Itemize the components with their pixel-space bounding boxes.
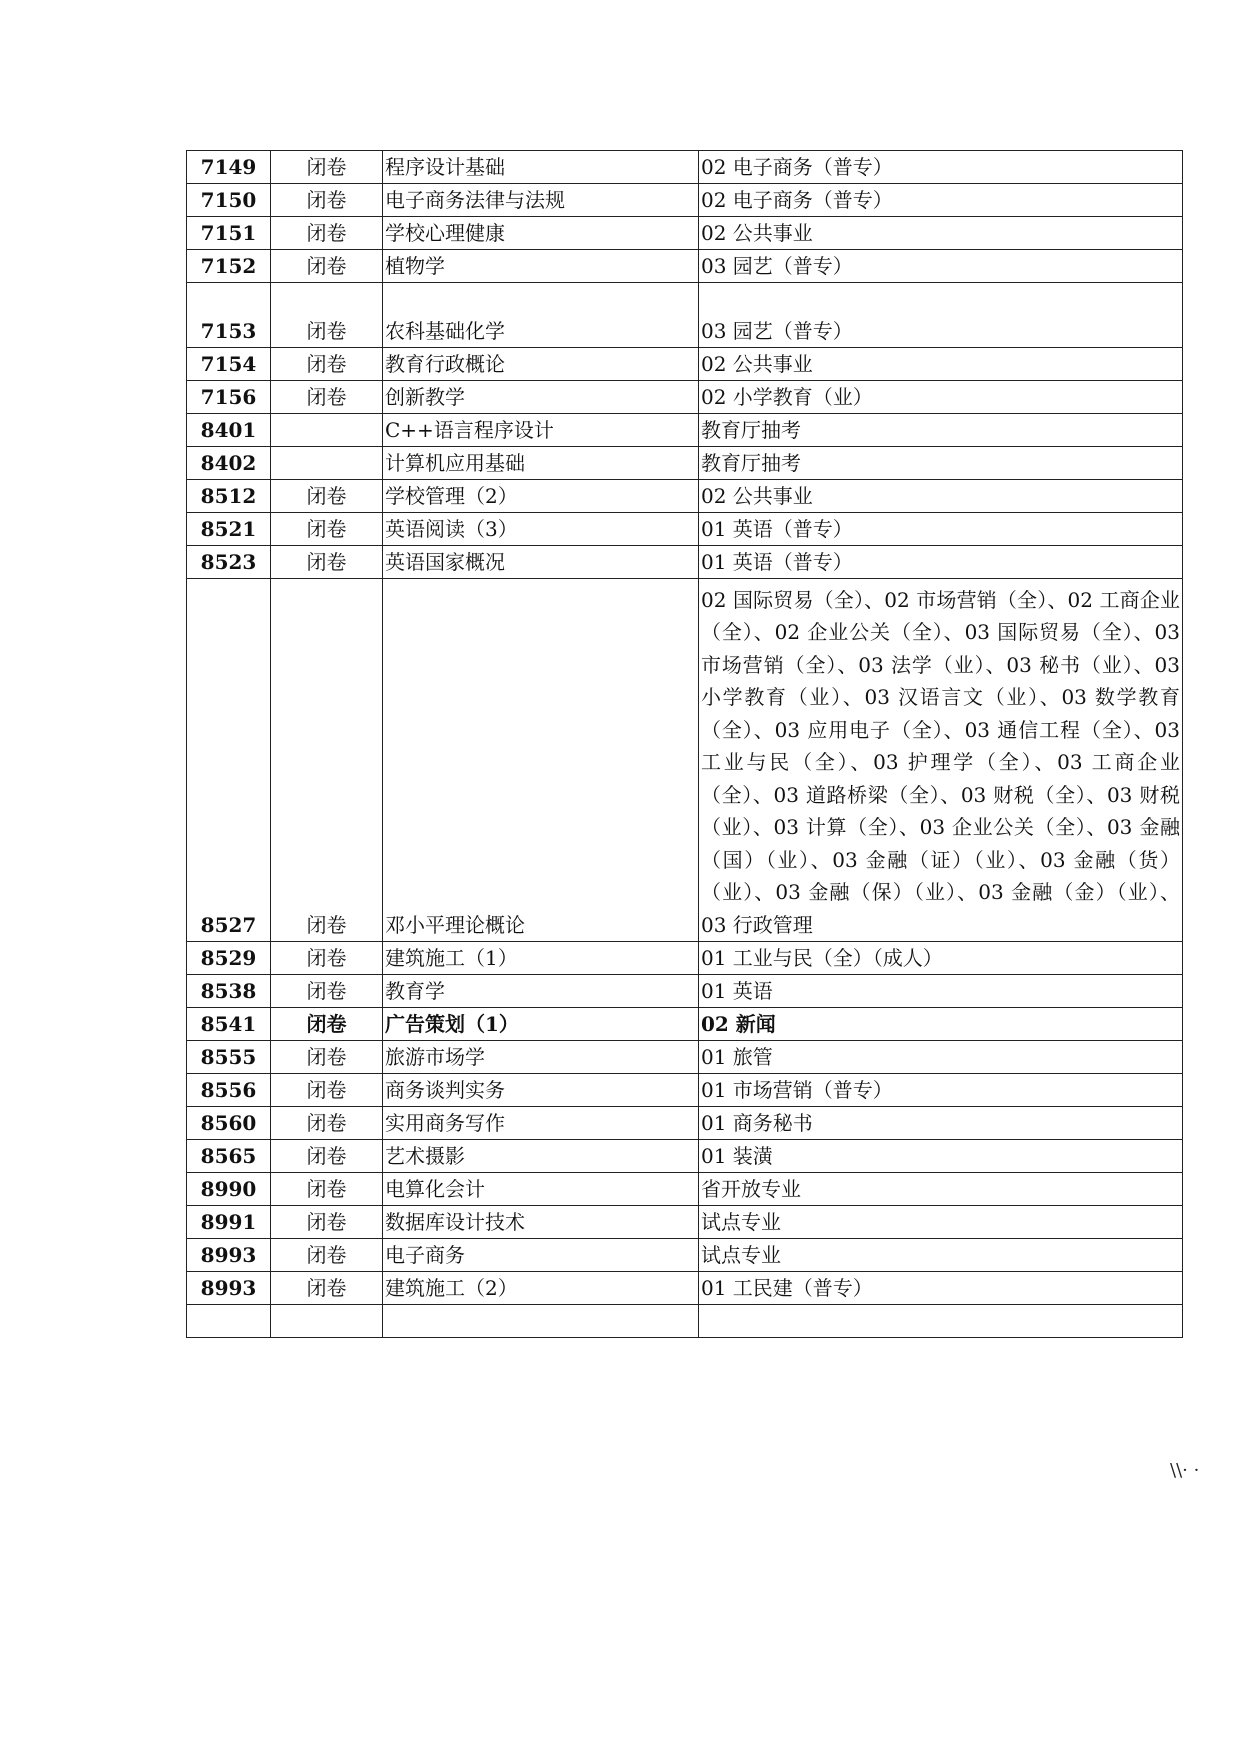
table-row — [187, 217, 1183, 250]
major-name: 02 小学教育（业） — [699, 381, 1183, 414]
table-row — [187, 480, 1183, 513]
course-code: 7153 — [187, 283, 271, 348]
exam-type: 闭卷 — [271, 1074, 383, 1107]
major-name: 01 装潢 — [699, 1140, 1183, 1173]
exam-type — [271, 1305, 383, 1338]
major-name: 02 电子商务（普专） — [699, 151, 1183, 184]
exam-type: 闭卷 — [271, 283, 383, 348]
course-name: 邓小平理论概论 — [383, 579, 699, 942]
exam-type — [271, 414, 383, 447]
exam-type: 闭卷 — [271, 513, 383, 546]
table-row — [187, 1074, 1183, 1107]
course-code: 7156 — [187, 381, 271, 414]
table-row — [187, 579, 1183, 942]
exam-table — [186, 150, 1183, 1338]
course-name: 数据库设计技术 — [383, 1206, 699, 1239]
course-code: 8556 — [187, 1074, 271, 1107]
exam-type: 闭卷 — [271, 942, 383, 975]
course-code: 7150 — [187, 184, 271, 217]
exam-type — [271, 447, 383, 480]
course-code: 8527 — [187, 579, 271, 942]
course-name: 旅游市场学 — [383, 1041, 699, 1074]
exam-type: 闭卷 — [271, 1206, 383, 1239]
table-row — [187, 1107, 1183, 1140]
course-name: 学校心理健康 — [383, 217, 699, 250]
course-name: C++语言程序设计 — [383, 414, 699, 447]
table-row — [187, 546, 1183, 579]
major-name — [699, 1305, 1183, 1338]
course-name: 计算机应用基础 — [383, 447, 699, 480]
course-name: 广告策划（1） — [383, 1008, 699, 1041]
major-name: 02 电子商务（普专） — [699, 184, 1183, 217]
major-name: 教育厅抽考 — [699, 447, 1183, 480]
exam-type: 闭卷 — [271, 1041, 383, 1074]
exam-type: 闭卷 — [271, 1239, 383, 1272]
major-name: 02 新闻 — [699, 1008, 1183, 1041]
course-code: 7152 — [187, 250, 271, 283]
table-row — [187, 1173, 1183, 1206]
course-code: 8402 — [187, 447, 271, 480]
course-name — [383, 1305, 699, 1338]
table-row — [187, 975, 1183, 1008]
course-code: 8529 — [187, 942, 271, 975]
major-name: 01 英语（普专） — [699, 546, 1183, 579]
course-code: 8993 — [187, 1239, 271, 1272]
table-row — [187, 1239, 1183, 1272]
course-name: 建筑施工（2） — [383, 1272, 699, 1305]
major-name: 02 公共事业 — [699, 480, 1183, 513]
major-name: 02 国际贸易（全）、02 市场营销（全）、02 工商企业（全）、02 企业公关（全）、03 国际贸易（全）、03 市场营销（全）、03 法学（业）、03 秘书（业）、03 小学教育（业）、03 汉语言文（业）、03 数学教育（全）、03 应用电子（全）、03 通信工程（全）、03 工业与民（全）、03 护理学（全）、03 工商企业（全）、03 道路桥梁（全）、03 财税（全）、03 财税（业）、03 计算（全）、03 企业公关（全）、03 金融（国）（业）、03 金融（证）（业）、03 金融（货）（业）、03 金融（保）（业）、03 金融（金）（业）、03 行政管理 — [699, 579, 1183, 942]
major-name: 01 英语（普专） — [699, 513, 1183, 546]
table-row — [187, 447, 1183, 480]
exam-type: 闭卷 — [271, 348, 383, 381]
major-name: 02 公共事业 — [699, 348, 1183, 381]
table-row — [187, 381, 1183, 414]
major-name: 省开放专业 — [699, 1173, 1183, 1206]
major-name: 教育厅抽考 — [699, 414, 1183, 447]
exam-type: 闭卷 — [271, 184, 383, 217]
course-code: 8555 — [187, 1041, 271, 1074]
exam-type: 闭卷 — [271, 381, 383, 414]
major-name: 01 市场营销（普专） — [699, 1074, 1183, 1107]
course-name: 创新教学 — [383, 381, 699, 414]
table-row — [187, 184, 1183, 217]
exam-type: 闭卷 — [271, 546, 383, 579]
course-code: 8523 — [187, 546, 271, 579]
table-row — [187, 1008, 1183, 1041]
course-name: 教育学 — [383, 975, 699, 1008]
major-name: 01 旅管 — [699, 1041, 1183, 1074]
exam-type: 闭卷 — [271, 480, 383, 513]
exam-type: 闭卷 — [271, 217, 383, 250]
table-row — [187, 1272, 1183, 1305]
table-row — [187, 414, 1183, 447]
course-name: 教育行政概论 — [383, 348, 699, 381]
course-name: 建筑施工（1） — [383, 942, 699, 975]
exam-type: 闭卷 — [271, 151, 383, 184]
major-name: 01 工业与民（全）（成人） — [699, 942, 1183, 975]
major-name: 试点专业 — [699, 1239, 1183, 1272]
table-row — [187, 151, 1183, 184]
course-name: 农科基础化学 — [383, 283, 699, 348]
corner-mark: \\· · — [1170, 1460, 1200, 1481]
table-row — [187, 1305, 1183, 1338]
course-name: 英语阅读（3） — [383, 513, 699, 546]
course-code: 7154 — [187, 348, 271, 381]
course-code: 8991 — [187, 1206, 271, 1239]
course-code: 8521 — [187, 513, 271, 546]
exam-type: 闭卷 — [271, 250, 383, 283]
major-name: 01 商务秘书 — [699, 1107, 1183, 1140]
table-row — [187, 250, 1183, 283]
course-code: 8541 — [187, 1008, 271, 1041]
course-name: 学校管理（2） — [383, 480, 699, 513]
table-row — [187, 348, 1183, 381]
course-code: 7151 — [187, 217, 271, 250]
exam-type: 闭卷 — [271, 579, 383, 942]
course-name: 电算化会计 — [383, 1173, 699, 1206]
exam-type: 闭卷 — [271, 975, 383, 1008]
major-name: 01 英语 — [699, 975, 1183, 1008]
course-code — [187, 1305, 271, 1338]
course-code: 8990 — [187, 1173, 271, 1206]
exam-type: 闭卷 — [271, 1173, 383, 1206]
course-code: 8560 — [187, 1107, 271, 1140]
exam-type: 闭卷 — [271, 1107, 383, 1140]
table-row — [187, 1140, 1183, 1173]
course-name: 植物学 — [383, 250, 699, 283]
major-name: 01 工民建（普专） — [699, 1272, 1183, 1305]
course-code: 8401 — [187, 414, 271, 447]
table-row — [187, 1206, 1183, 1239]
course-name: 英语国家概况 — [383, 546, 699, 579]
course-name: 电子商务 — [383, 1239, 699, 1272]
course-code: 8538 — [187, 975, 271, 1008]
course-name: 实用商务写作 — [383, 1107, 699, 1140]
course-code: 8993 — [187, 1272, 271, 1305]
major-name: 试点专业 — [699, 1206, 1183, 1239]
course-name: 电子商务法律与法规 — [383, 184, 699, 217]
course-code: 7149 — [187, 151, 271, 184]
major-name: 02 公共事业 — [699, 217, 1183, 250]
major-name: 03 园艺（普专） — [699, 283, 1183, 348]
table-row — [187, 942, 1183, 975]
exam-type: 闭卷 — [271, 1008, 383, 1041]
table-row — [187, 513, 1183, 546]
exam-type: 闭卷 — [271, 1140, 383, 1173]
table-row — [187, 1041, 1183, 1074]
major-name: 03 园艺（普专） — [699, 250, 1183, 283]
exam-type: 闭卷 — [271, 1272, 383, 1305]
course-code: 8565 — [187, 1140, 271, 1173]
course-name: 商务谈判实务 — [383, 1074, 699, 1107]
course-name: 程序设计基础 — [383, 151, 699, 184]
table-row — [187, 283, 1183, 348]
course-code: 8512 — [187, 480, 271, 513]
course-name: 艺术摄影 — [383, 1140, 699, 1173]
